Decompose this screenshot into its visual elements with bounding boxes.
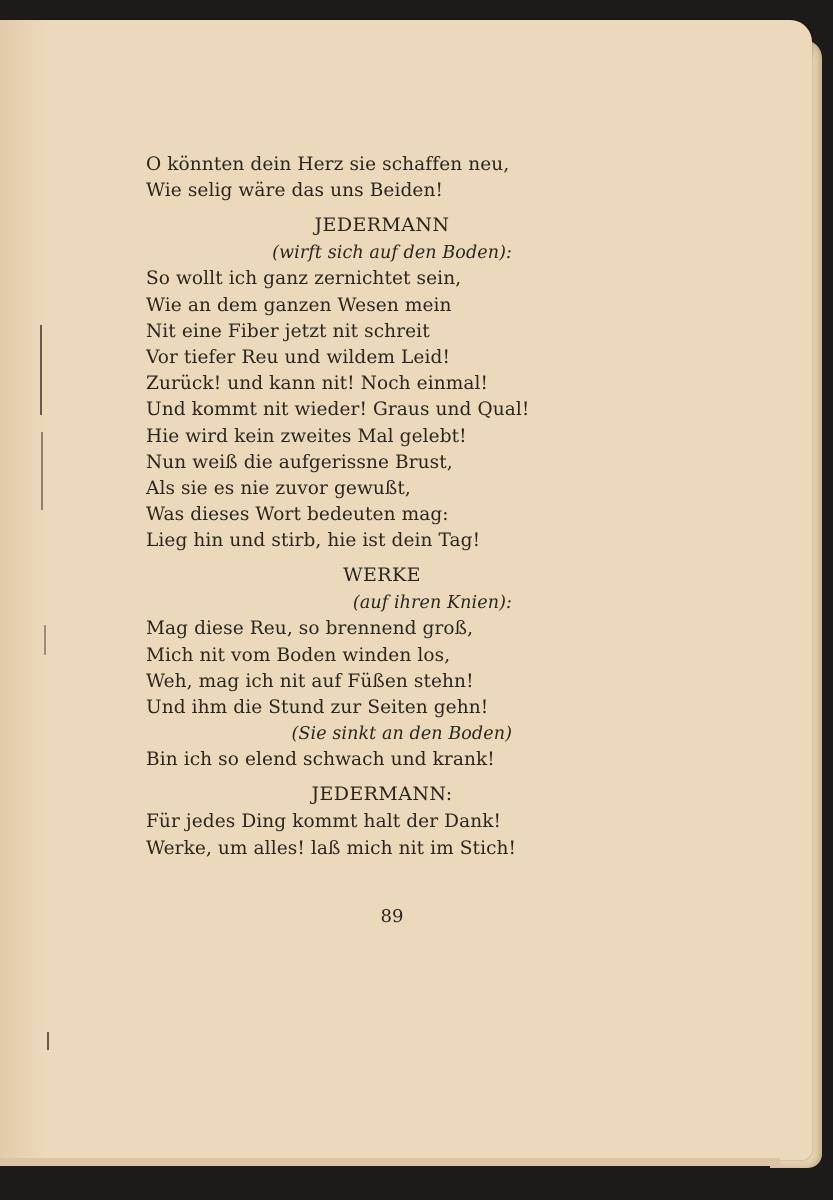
page-gutter xyxy=(0,20,46,1160)
binding-mark xyxy=(47,1032,49,1050)
verse-line: Nun weiß die aufgerissne Brust, xyxy=(146,451,453,473)
speaker-name: JEDERMANN xyxy=(314,214,450,237)
verse-line: Als sie es nie zuvor gewußt, xyxy=(146,477,411,499)
page-bottom-edge xyxy=(0,1158,780,1166)
stage-direction: (auf ihren Knien): xyxy=(352,593,512,614)
verse-line: O könnten dein Herz sie schaffen neu, xyxy=(146,154,510,175)
verse-line: Mich nit vom Boden winden los, xyxy=(146,644,451,666)
verse-line: Und ihm die Stund zur Seiten gehn! xyxy=(146,697,489,718)
stage-direction: (Sie sinkt an den Boden) xyxy=(291,724,512,745)
binding-mark xyxy=(44,625,46,655)
verse-line: Und kommt nit wieder! Graus und Qual! xyxy=(146,399,530,421)
verse-line: Wie an dem ganzen Wesen mein xyxy=(146,294,452,316)
verse-line: Weh, mag ich nit auf Füßen stehn! xyxy=(146,670,474,692)
verse-line: Für jedes Ding kommt halt der Dank! xyxy=(146,811,502,833)
verse-line: Hie wird kein zweites Mal gelebt! xyxy=(146,425,467,447)
verse-line: Bin ich so elend schwach und krank! xyxy=(146,749,495,771)
binding-mark xyxy=(40,325,42,415)
verse-line: Vor tiefer Reu und wildem Leid! xyxy=(146,346,450,368)
verse-line: Nit eine Fiber jetzt nit schreit xyxy=(146,320,430,342)
verse-line: Was dieses Wort bedeuten mag: xyxy=(146,504,449,526)
poem-text xyxy=(146,152,546,862)
verse-line: So wollt ich ganz zernichtet sein, xyxy=(146,268,462,290)
page-number: 89 xyxy=(380,906,404,927)
stage-direction: (wirft sich auf den Boden): xyxy=(272,243,512,264)
verse-line: Lieg hin und stirb, hie ist dein Tag! xyxy=(146,530,481,552)
speaker-name: WERKE xyxy=(343,564,421,587)
verse-line: Wie selig wäre das uns Beiden! xyxy=(146,180,444,202)
speaker-name: JEDERMANN: xyxy=(311,783,453,806)
verse-line: Zurück! und kann nit! Noch einmal! xyxy=(146,373,489,395)
binding-mark xyxy=(41,432,43,510)
verse-line: Mag diese Reu, so brennend groß, xyxy=(146,618,474,640)
verse-line: Werke, um alles! laß mich nit im Stich! xyxy=(146,837,517,859)
